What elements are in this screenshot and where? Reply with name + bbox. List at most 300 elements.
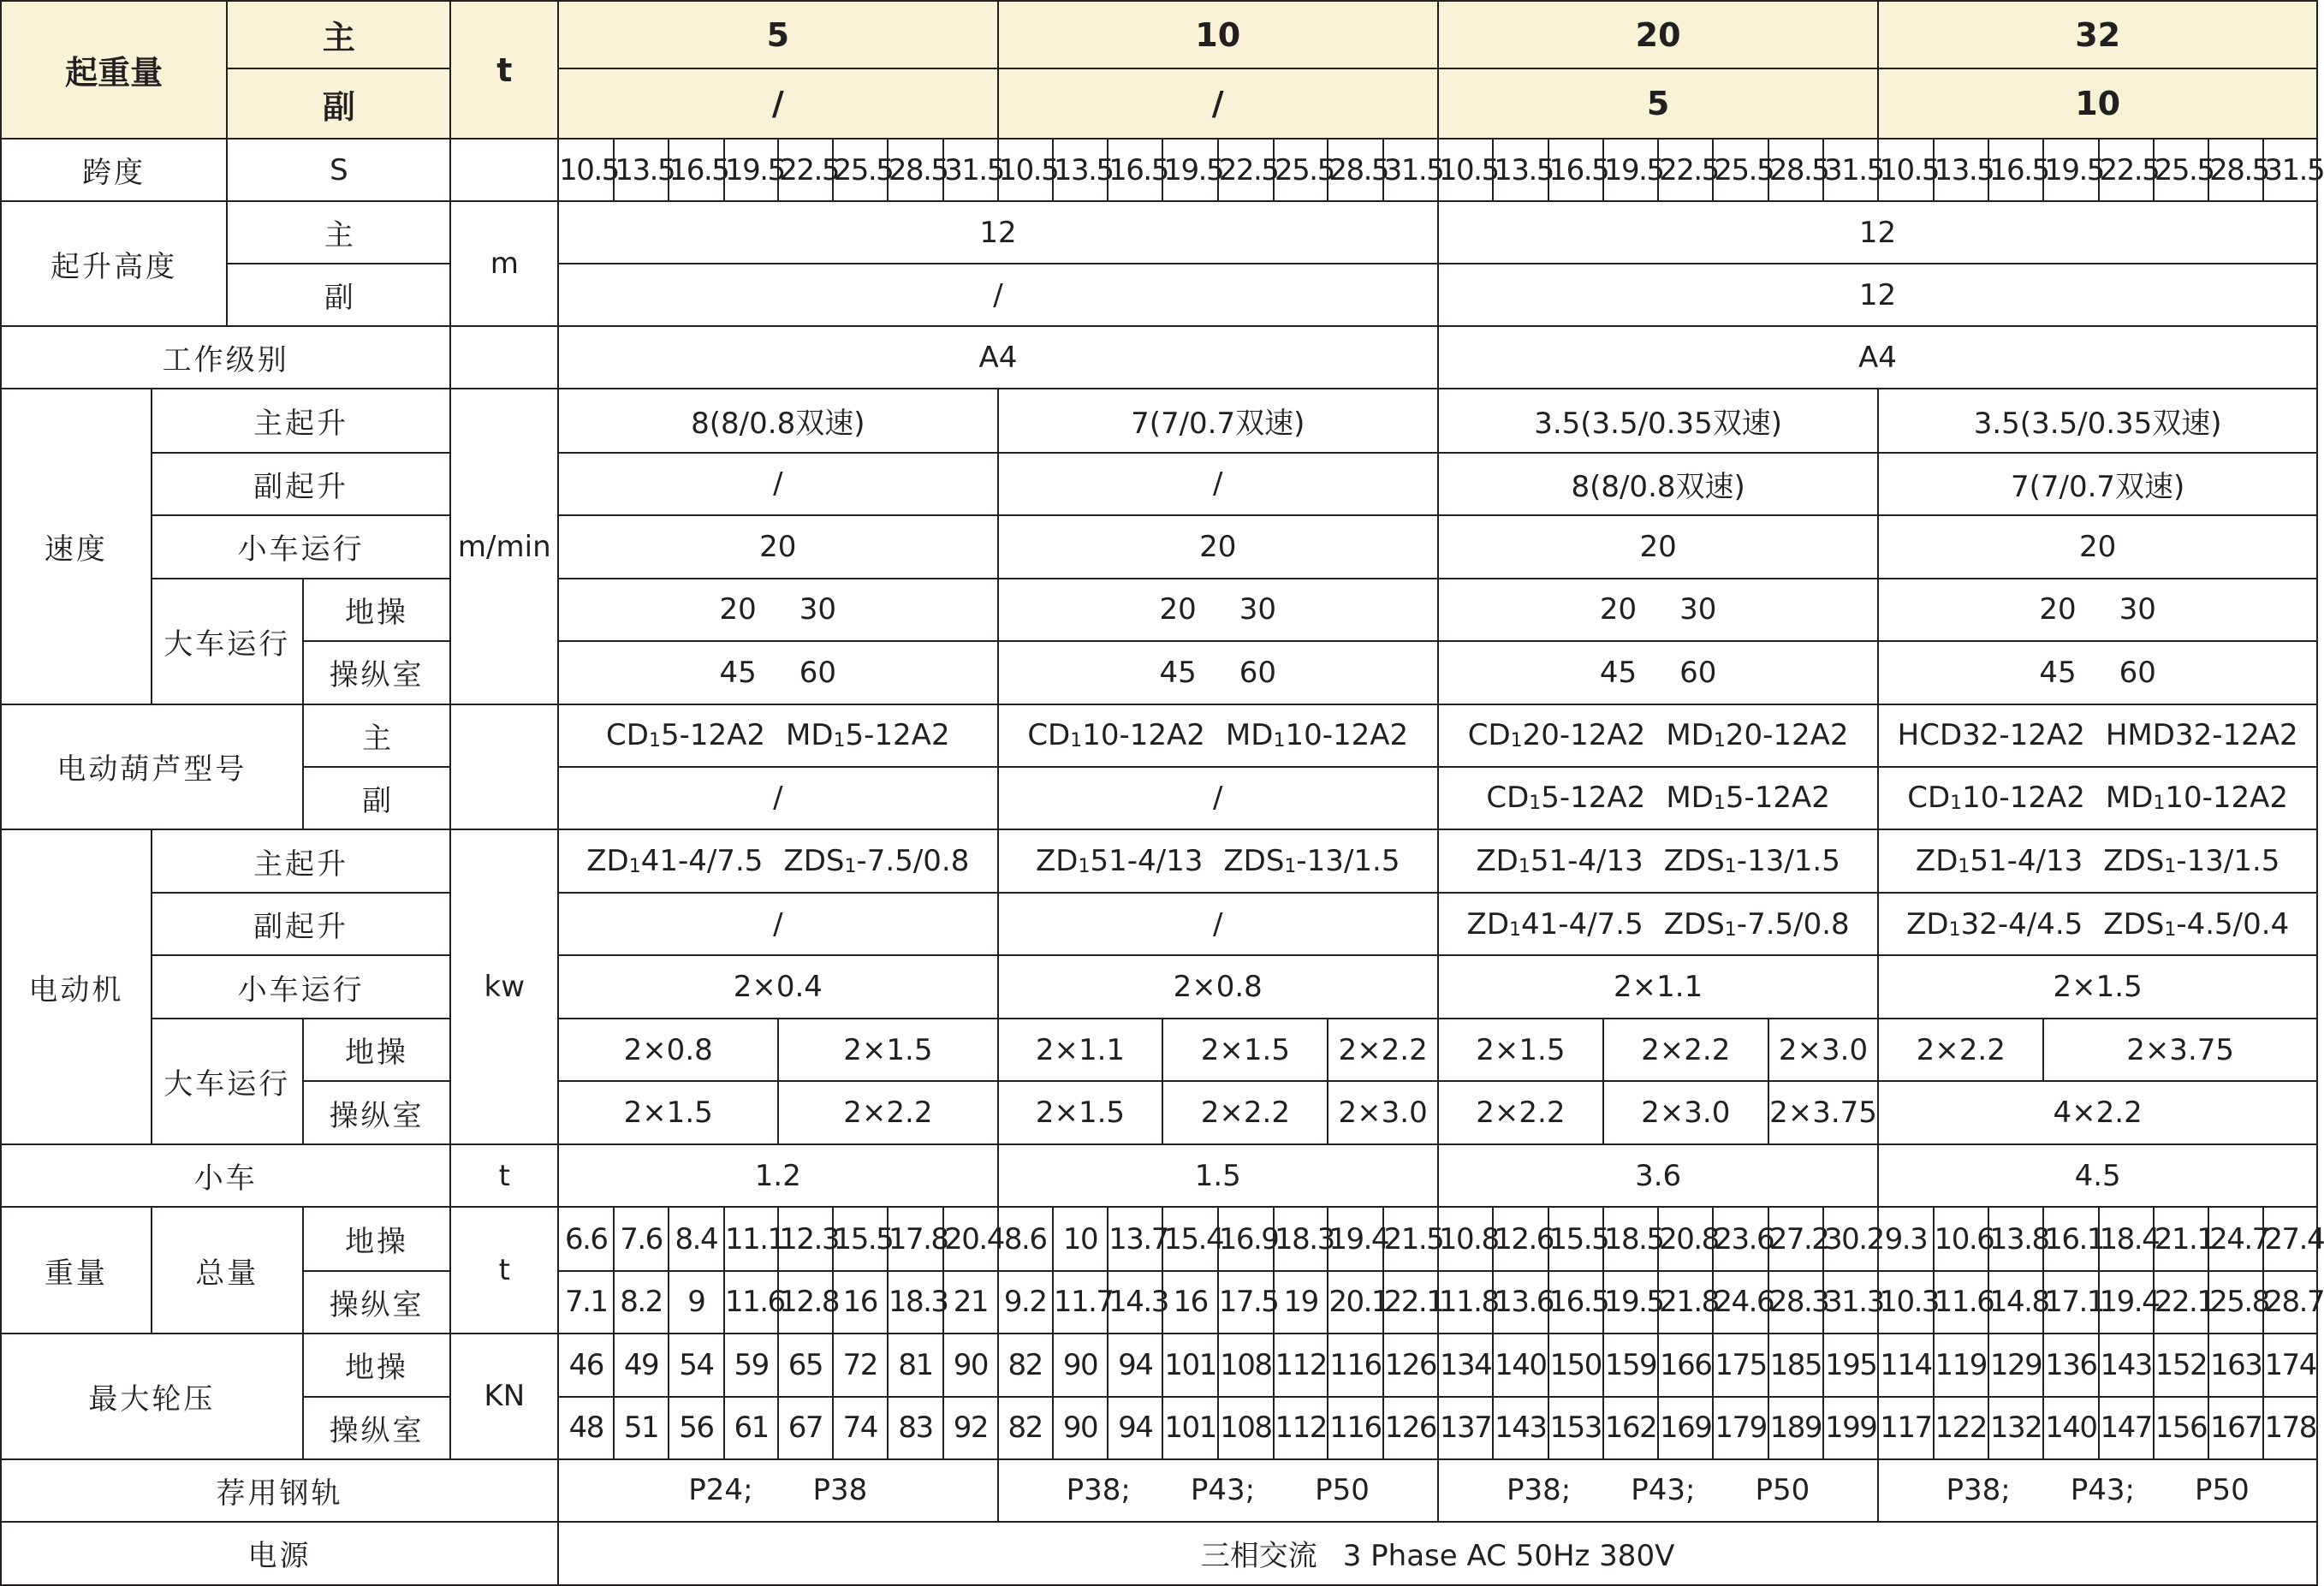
weight-ground-value: 9.3 [1878,1207,1933,1270]
hoist-aux-first [1907,781,2085,815]
motor-crane-cabin-value: 2×1.5 [558,1081,778,1144]
model-suffix: 32-4/4.5 [1960,906,2083,942]
hoist-aux-model [1438,767,1878,829]
wheel-ground-value: 94 [1108,1334,1162,1397]
model-suffix: 51-4/13 [1090,844,1204,879]
model-prefix: ZD [1035,844,1079,879]
span-value: 10.5 [1878,139,1933,201]
rail-group [558,1459,997,1522]
weight-ground-value: 30.2 [1823,1207,1878,1270]
wheel-cabin-value: 199 [1823,1397,1878,1459]
hoist-aux-label: 副 [303,767,451,829]
span-value: 25.5 [833,139,888,201]
weight-cabin-value: 11.8 [1438,1271,1493,1334]
wheel-cabin-value: 126 [1383,1397,1438,1459]
weight-cabin-value: 16 [833,1271,888,1334]
subscript [1949,919,1961,941]
motor-main-first [1916,844,2083,878]
span-value: 22.5 [2099,139,2154,201]
weight-total-label: 总量 [152,1207,303,1333]
wheel-cabin-value: 167 [2208,1397,2263,1459]
wheel-ground-value: 59 [724,1334,778,1397]
motor-aux-none: / [998,893,1438,955]
model-suffix: 10-12A2 [1285,718,1409,753]
span-value: 28.5 [888,139,943,201]
wheel-ground-value: 114 [1878,1334,1933,1397]
model-suffix: -4.5/0.4 [2176,906,2290,942]
subscript [1725,856,1737,877]
span-unit-empty [450,139,558,201]
speed-ground-b: 30 [1239,592,1276,627]
wheel-cabin-value: 56 [669,1397,724,1459]
speed-ground-a: 20 [2039,592,2077,627]
motor-aux-lift-label: 副起升 [152,893,451,955]
weight-cabin-value: 13.6 [1493,1271,1548,1334]
weight-cabin-value: 28.3 [1768,1271,1823,1334]
wheel-cabin-value: 143 [1493,1397,1548,1459]
motor-main-second [1223,844,1400,878]
model-prefix: ZD [1466,906,1510,942]
aux-label: 副 [227,68,450,139]
motor-main-first [586,844,763,878]
model-subscript: 1 [1284,856,1297,878]
wheel-ground-value: 134 [1438,1334,1493,1397]
hoist-unit-empty [450,704,558,829]
wheel-ground-value: 129 [1988,1334,2043,1397]
weight-ground-value: 18.5 [1603,1207,1658,1270]
wheel-cabin-value: 178 [2263,1397,2317,1459]
hoist-main-model [1878,704,2317,767]
wheel-cabin-value: 61 [724,1397,778,1459]
subscript [1714,730,1726,751]
speed-cabin-b: 60 [2119,655,2156,690]
rail-value: P43; [2070,1473,2135,1508]
wheel-ground-value: 140 [1493,1334,1548,1397]
model-subscript: 1 [628,856,641,878]
subscript [1273,730,1285,751]
weight-ground-value: 17.8 [888,1207,943,1270]
model-prefix: MD [1666,718,1714,753]
weight-ground-value: 12.3 [778,1207,832,1270]
hoist-aux-model [1878,767,2317,829]
wheel-ground-value: 185 [1768,1334,1823,1397]
work-class-value: A4 [1438,326,2317,389]
motor-trolley-label: 小车运行 [152,955,451,1019]
motor-main-lift-model [558,829,997,893]
model-subscript: 1 [1529,793,1542,815]
weight-ground-value: 19.4 [1328,1207,1382,1270]
weight-ground-value: 18.3 [1274,1207,1328,1270]
model-subscript: 1 [1078,856,1091,878]
wheel-ground-value: 108 [1218,1334,1274,1397]
weight-cabin-value: 10.3 [1878,1271,1933,1334]
weight-ground-value: 7.6 [614,1207,668,1270]
model-prefix: HCD32-12A2 [1897,718,2085,753]
main-capacity-value: 32 [1878,1,2317,68]
speed-main-lift-value: 3.5(3.5/0.35双速) [1878,389,2317,452]
speed-label: 速度 [1,389,152,704]
rail-label: 荐用钢轨 [1,1459,558,1522]
model-prefix: MD [2105,781,2154,816]
speed-aux-lift-value: 7(7/0.7双速) [1878,453,2317,515]
motor-aux-first [1467,907,1643,942]
wheel-cabin-value: 82 [998,1397,1053,1459]
speed-trolley-label: 小车运行 [152,515,451,579]
speed-cabin-b: 60 [799,655,837,690]
weight-ground-label: 地操 [303,1207,451,1270]
subscript [1958,856,1970,877]
motor-main-first [1036,844,1203,878]
model-prefix: CD [1467,718,1511,753]
span-value: 28.5 [1328,139,1382,201]
model-suffix: -7.5/0.8 [856,844,970,879]
weight-ground-value: 15.4 [1162,1207,1217,1270]
trolley-weight-value: 4.5 [1878,1144,2317,1207]
motor-aux-lift-model [1438,893,1878,955]
speed-cabin-a: 45 [2039,655,2077,690]
rail-value: P38; [1946,1473,2011,1508]
model-subscript: 1 [2164,918,2177,941]
wheel-cabin-value: 51 [614,1397,668,1459]
motor-crane-cabin-value: 2×2.2 [1162,1081,1328,1144]
lift-height-unit: m [450,201,558,326]
main-capacity-value: 5 [558,1,997,68]
wheel-ground-value: 126 [1383,1334,1438,1397]
span-value: 19.5 [724,139,778,201]
span-value: 31.5 [1823,139,1878,201]
motor-crane-cabin-value: 2×3.0 [1328,1081,1438,1144]
motor-trolley-value: 2×1.5 [1878,955,2317,1019]
wheel-ground-value: 143 [2099,1334,2154,1397]
model-prefix: ZDS [783,844,845,879]
span-value: 22.5 [778,139,832,201]
model-suffix: 51-4/13 [1530,844,1643,879]
span-value: 28.5 [2208,139,2263,201]
speed-trolley-value: 20 [1438,515,1878,579]
model-subscript: 1 [1518,856,1531,878]
weight-cabin-value: 22.1 [2154,1271,2208,1334]
span-value: 25.5 [1713,139,1768,201]
subscript [629,856,641,877]
wheel-ground-value: 163 [2208,1334,2263,1397]
motor-main-lift-model [998,829,1438,893]
model-suffix: 10-12A2 [1962,781,2085,816]
wheel-ground-value: 116 [1328,1334,1382,1397]
weight-cabin-value: 24.6 [1713,1271,1768,1334]
wheel-cabin-value: 92 [943,1397,997,1459]
weight-cabin-value: 25.8 [2208,1271,2263,1334]
motor-crane-label: 大车运行 [152,1019,303,1144]
span-value: 22.5 [1218,139,1274,201]
motor-crane-cabin-value: 2×3.75 [1768,1081,1879,1144]
aux-capacity-value: 5 [1438,68,1878,139]
wheel-cabin-value: 116 [1328,1397,1382,1459]
wheel-ground-value: 174 [2263,1334,2317,1397]
speed-crane-ground-value [1878,579,2317,641]
model-prefix: ZD [1906,906,1949,942]
weight-ground-value: 18.4 [2099,1207,2154,1270]
wheel-ground-value: 90 [943,1334,997,1397]
span-value: 13.5 [1053,139,1108,201]
span-value: 16.5 [1108,139,1162,201]
model-suffix: -7.5/0.8 [1736,906,1850,942]
wheel-cabin-value: 48 [558,1397,614,1459]
wheel-ground-label: 地操 [303,1334,451,1397]
wheel-cabin-value: 189 [1768,1397,1823,1459]
speed-ground-b: 30 [2119,592,2156,627]
weight-ground-value: 6.6 [558,1207,614,1270]
speed-aux-lift-value: / [998,453,1438,515]
model-subscript: 1 [648,730,661,752]
speed-ground-b: 30 [799,592,837,627]
subscript [1714,793,1726,814]
speed-cabin-a: 45 [1599,655,1637,690]
weight-ground-value: 8.4 [669,1207,724,1270]
weight-ground-value: 21.5 [1383,1207,1438,1270]
weight-cabin-value: 19.5 [1603,1271,1658,1334]
wheel-cabin-value: 147 [2099,1397,2154,1459]
speed-aux-lift-value: 8(8/0.8双速) [1438,453,1878,515]
model-subscript: 1 [1958,856,1970,878]
wheel-cabin-value: 83 [888,1397,943,1459]
aux-capacity-value: / [558,68,997,139]
model-suffix: 10-12A2 [2165,781,2289,816]
capacity-unit: t [450,1,558,139]
wheel-cabin-value: 156 [2154,1397,2208,1459]
weight-ground-value: 8.6 [998,1207,1053,1270]
hoist-aux-none: / [998,767,1438,829]
aux-capacity-value: / [998,68,1438,139]
motor-unit: kw [450,829,558,1144]
motor-main-lift-model [1438,829,1878,893]
hoist-main-first [1898,718,2085,752]
rail-group [1878,1459,2317,1522]
span-value: 10.5 [558,139,614,201]
subscript [1284,856,1296,877]
speed-ground-b: 30 [1679,592,1717,627]
hoist-main-second [2106,718,2298,752]
wheel-cabin-value: 67 [778,1397,832,1459]
speed-cabin-a: 45 [719,655,757,690]
wheel-ground-value: 152 [2154,1334,2208,1397]
span-value: 19.5 [1162,139,1217,201]
span-value: 22.5 [1658,139,1713,201]
weight-ground-value: 13.8 [1988,1207,2043,1270]
motor-crane-ground-value: 2×2.2 [1603,1019,1768,1081]
subscript [844,856,856,877]
motor-aux-second [2103,907,2289,942]
subscript [1511,730,1523,751]
weight-cabin-value: 16.5 [1548,1271,1603,1334]
motor-main-lift-label: 主起升 [152,829,451,893]
subscript [2153,793,2165,814]
span-value: 13.5 [614,139,668,201]
speed-cabin-a: 45 [1159,655,1197,690]
wheel-cabin-value: 117 [1878,1397,1933,1459]
trolley-weight-value: 1.2 [558,1144,997,1207]
weight-ground-value: 27.4 [2263,1207,2317,1270]
weight-cabin-value: 11.7 [1053,1271,1108,1334]
hoist-main-second [786,718,950,752]
rail-value: P24; [688,1473,753,1508]
model-subscript: 1 [1070,730,1083,752]
wheel-ground-value: 159 [1603,1334,1658,1397]
span-value: 31.5 [943,139,997,201]
rail-value: P38; [1506,1473,1572,1508]
trolley-weight-label: 小车 [1,1144,450,1207]
model-prefix: MD [1666,781,1714,816]
motor-main-second [2103,844,2279,878]
weight-ground-value: 15.5 [1548,1207,1603,1270]
motor-crane-ground-value: 2×2.2 [1328,1019,1438,1081]
wheel-cabin-value: 162 [1603,1397,1658,1459]
model-suffix: 5-12A2 [1725,781,1830,816]
weight-cabin-value: 20.1 [1328,1271,1382,1334]
wheel-ground-value: 150 [1548,1334,1603,1397]
subscript [1070,730,1082,751]
rail-value: P38 [812,1473,868,1508]
speed-ground-a: 20 [1159,592,1197,627]
subscript [834,730,846,751]
weight-cabin-value: 22.1 [1383,1271,1438,1334]
model-subscript: 1 [833,730,846,752]
span-value: 25.5 [2154,139,2208,201]
weight-cabin-value: 11.6 [724,1271,778,1334]
weight-cabin-value: 8.2 [614,1271,668,1334]
motor-ground-label: 地操 [303,1019,451,1081]
subscript [649,730,661,751]
wheel-ground-value: 49 [614,1334,668,1397]
weight-ground-value: 10 [1053,1207,1108,1270]
motor-crane-cabin-value: 2×2.2 [778,1081,997,1144]
span-value: 16.5 [669,139,724,201]
wheel-cabin-value: 108 [1218,1397,1274,1459]
weight-ground-value: 27.2 [1768,1207,1823,1270]
wheel-ground-value: 72 [833,1334,888,1397]
weight-ground-value: 21.1 [2154,1207,2208,1270]
span-symbol: S [227,139,450,201]
wheel-cabin-value: 101 [1162,1397,1217,1459]
weight-ground-value: 20.8 [1658,1207,1713,1270]
wheel-ground-value: 166 [1658,1334,1713,1397]
weight-unit: t [450,1207,558,1333]
model-prefix: ZDS [2103,844,2165,879]
model-suffix: 20-12A2 [1725,718,1849,753]
power-value-en: 3 Phase AC 50Hz 380V [1342,1539,1675,1574]
wheel-cabin-value: 179 [1713,1397,1768,1459]
rail-value: P50 [1755,1473,1810,1508]
wheel-ground-value: 90 [1053,1334,1108,1397]
weight-cabin-value: 31.3 [1823,1271,1878,1334]
speed-ground-a: 20 [1599,592,1637,627]
wheel-ground-value: 112 [1274,1334,1328,1397]
subscript [2164,856,2176,877]
weight-cabin-value: 9.2 [998,1271,1053,1334]
model-prefix: ZDS [1223,844,1285,879]
weight-ground-value: 16.1 [2043,1207,2098,1270]
model-subscript: 1 [1724,918,1737,941]
rail-value: P38; [1066,1473,1131,1508]
model-subscript: 1 [2153,793,2166,815]
model-prefix: CD [1907,781,1951,816]
main-capacity-value: 10 [998,1,1438,68]
trolley-weight-unit: t [450,1144,558,1207]
wheel-cabin-value: 112 [1274,1397,1328,1459]
lift-aux-value: / [558,264,1438,326]
speed-ground-a: 20 [719,592,757,627]
weight-cabin-value: 28.7 [2263,1271,2317,1334]
wheel-cabin-value: 74 [833,1397,888,1459]
model-suffix: 20-12A2 [1522,718,1646,753]
motor-crane-ground-value: 2×1.1 [998,1019,1163,1081]
hoist-aux-second [2106,781,2288,815]
span-value: 25.5 [1274,139,1328,201]
subscript [1725,919,1737,941]
model-prefix: MD [786,718,834,753]
speed-cabin-b: 60 [1679,655,1717,690]
motor-crane-ground-value: 2×1.5 [778,1019,997,1081]
wheel-cabin-value: 140 [2043,1397,2098,1459]
hoist-model-label: 电动葫芦型号 [1,704,303,829]
motor-aux-first [1906,907,2083,942]
span-value: 19.5 [1603,139,1658,201]
wheel-load-unit: KN [450,1334,558,1459]
motor-main-second [783,844,969,878]
span-value: 31.5 [1383,139,1438,201]
motor-trolley-value: 2×0.8 [998,955,1438,1019]
motor-main-second [1664,844,1840,878]
lift-aux-value: 12 [1438,264,2317,326]
span-value: 28.5 [1768,139,1823,201]
hoist-aux-none: / [558,767,997,829]
lift-main-value: 12 [1438,201,2317,264]
speed-trolley-value: 20 [558,515,997,579]
power-label: 电源 [1,1522,558,1585]
hoist-aux-second [1666,781,1830,815]
weight-ground-value: 20.4 [943,1207,997,1270]
model-subscript: 1 [1713,793,1726,815]
speed-crane-ground-value [1438,579,1878,641]
model-prefix: CD [1486,781,1530,816]
motor-aux-second [1664,907,1850,942]
model-prefix: MD [1225,718,1274,753]
aux-capacity-value: 10 [1878,68,2317,139]
weight-cabin-value: 9 [669,1271,724,1334]
weight-cabin-value: 12.8 [778,1271,832,1334]
model-prefix: ZD [586,844,629,879]
weight-cabin-value: 19.4 [2099,1271,2154,1334]
weight-ground-value: 23.6 [1713,1207,1768,1270]
weight-cabin-value: 21.8 [1658,1271,1713,1334]
model-subscript: 1 [1948,918,1961,941]
model-prefix: CD [606,718,649,753]
main-label: 主 [227,1,450,68]
power-value [558,1522,2317,1585]
speed-crane-cabin-value [1878,641,2317,704]
motor-main-first [1476,844,1643,878]
motor-crane-cabin-value: 2×3.0 [1603,1081,1768,1144]
trolley-weight-value: 3.6 [1438,1144,1878,1207]
wheel-cabin-value: 132 [1988,1397,2043,1459]
speed-cabin-label: 操纵室 [303,641,451,704]
speed-cabin-b: 60 [1239,655,1276,690]
work-class-value: A4 [558,326,1438,389]
subscript [2164,919,2176,941]
wheel-ground-value: 54 [669,1334,724,1397]
lift-main-label: 主 [227,201,450,264]
model-prefix: ZD [1915,844,1958,879]
model-subscript: 1 [1713,730,1726,752]
